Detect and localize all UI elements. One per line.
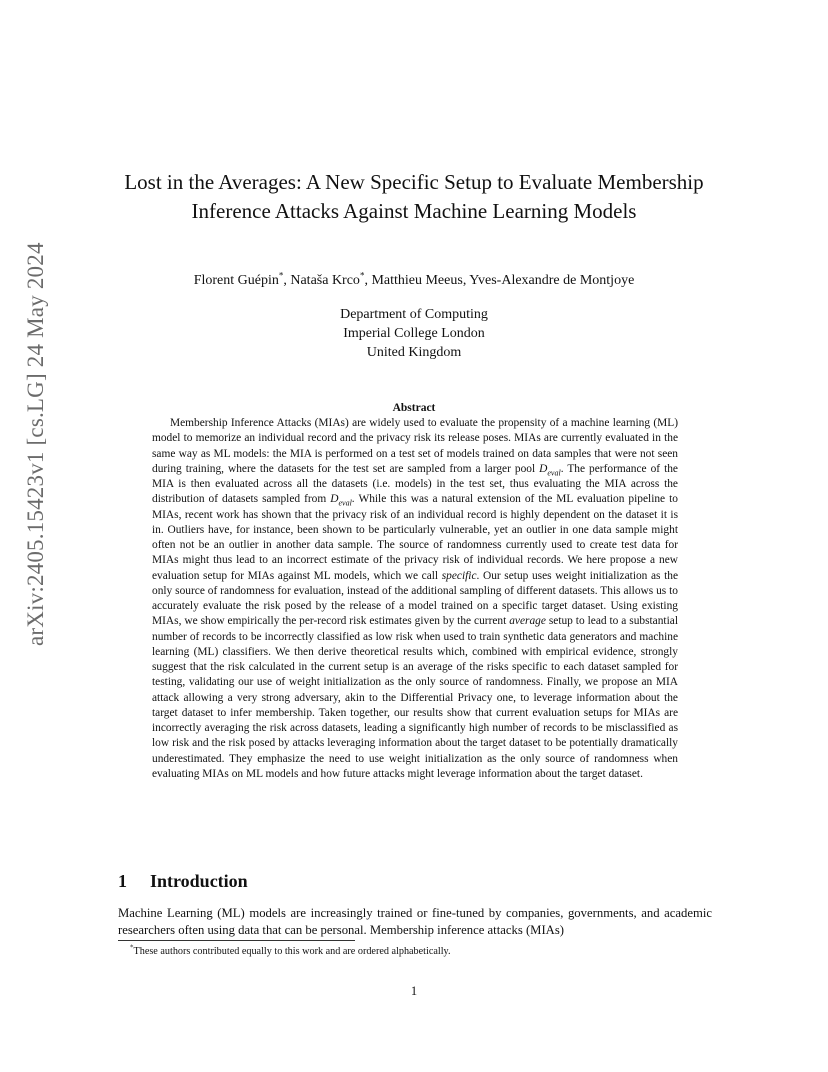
abstract-text-run: Membership Inference Attacks (MIAs) are widely used to evaluate the propensity of a machine learning (ML) model to memorize an individual record and the privacy risk its release poses. MIAs are currently evaluated in the same way as ML models: the MIA is performed on a test set of models trained on data samples that were not seen during training, where the datasets for the test set are sampled from a larger pool — [152, 417, 678, 475]
abstract-text-run: specific — [441, 569, 477, 582]
affiliation-block — [118, 305, 710, 362]
author-separator: , — [462, 273, 470, 288]
abstract-text-run: setup to lead to a substantial number of records to be incorrectly classified as low risk when used to train synthetic data generators and machine learning (ML) classifiers. We then derive theoretical results which, combined with empirical evidence, strongly suggest that the risk calculated in the current setup is an average of the risks specific to each dataset sampled for testing, validating our use of weight initialization as the only source of randomness. Finally, we propose an MIA attack allowing a very strong adversary, akin to the Differential Privacy one, to leverage information about the target dataset to infer membership. Taken together, our results show that current evaluation setups for MIAs are incorrectly averaging the risk across datasets, leading a significantly high number of records to be misclassified as low risk and the risk posed by attacks leveraging information about the target dataset to be potentially dramatically underestimated. They emphasize the need to use weight initialization as the only source of randomness when evaluating MIAs on ML models and how future attacks might leverage information about the target dataset. — [152, 615, 678, 780]
author-separator: , — [364, 273, 372, 288]
footnote-text: These authors contributed equally to this work and are ordered alphabetically. — [133, 946, 451, 957]
abstract-heading: Abstract — [392, 402, 436, 414]
section-title: Introduction — [150, 871, 248, 891]
paper-title: Lost in the Averages: A New Specific Setup to Evaluate Membership Inference Attacks Against Machine Learning Models — [124, 170, 704, 223]
author-footnote-mark: * — [278, 270, 284, 281]
affiliation-country: United Kingdom — [366, 345, 462, 360]
section-heading-introduction — [118, 870, 710, 892]
section-number: 1 — [118, 871, 127, 891]
affiliation-department: Department of Computing — [340, 307, 488, 322]
arxiv-identifier-text: arXiv:2405.15423v1 [cs.LG] 24 May 2024 — [23, 242, 48, 646]
arxiv-identifier-stamp — [18, 242, 54, 646]
footnote-divider — [118, 940, 355, 941]
affiliation-institution: Imperial College London — [343, 326, 485, 341]
author-name: Florent Guépin — [193, 273, 279, 288]
abstract-text-run: D — [539, 462, 548, 475]
abstract-text-run: . Our setup uses weight initialization as the only source of randomness for evaluation, instead of the additional sampling of different datasets. This allows us to accurately evaluate the risk posed by the release of a model trained on a specific target dataset. Using existing MIAs, we show empirically the per-record risk estimates given by the current — [152, 569, 679, 628]
footnote-mark: * — [130, 943, 134, 952]
abstract-text-run: . The performance of the MIA is then evaluated across all the datasets (i.e. models) in the test set, thus evaluating the MIA across the distribution of datasets sampled from — [152, 462, 678, 506]
author-name: Nataša Krco — [290, 273, 360, 288]
abstract-text-run: eval — [338, 498, 352, 508]
abstract-text-run: average — [509, 615, 546, 628]
abstract-text-run: eval — [547, 468, 561, 478]
abstract-text-run: . While this was a natural extension of the ML evaluation pipeline to MIAs, recent work has shown that the privacy risk of an individual record is highly dependent on the dataset it is in. Outliers have, for instance, been shown to be particularly vulnerable, yet an outlier in one data sample might often not be an outlier in another data sample. The source of randomness currently used to create test data for MIAs might thus lead to an incorrect estimate of the privacy risk of individual records. We here propose a new evaluation setup for MIAs against ML models, which we call — [152, 493, 678, 582]
author-footnote-mark: * — [359, 270, 365, 281]
footnote — [130, 945, 710, 958]
introduction-paragraph: Machine Learning (ML) models are increasingly trained or fine-tuned by companies, governments, and academic researchers often using data that can be personal. Membership inference attacks (MIAs) — [118, 906, 712, 937]
author-separator: , — [283, 273, 291, 288]
author-name: Yves-Alexandre de Montjoye — [469, 273, 635, 288]
author-list — [118, 272, 710, 290]
abstract-body — [152, 416, 678, 782]
author-name: Matthieu Meeus — [371, 273, 463, 288]
abstract-text-run: D — [330, 493, 339, 506]
page-number: 1 — [410, 984, 418, 998]
